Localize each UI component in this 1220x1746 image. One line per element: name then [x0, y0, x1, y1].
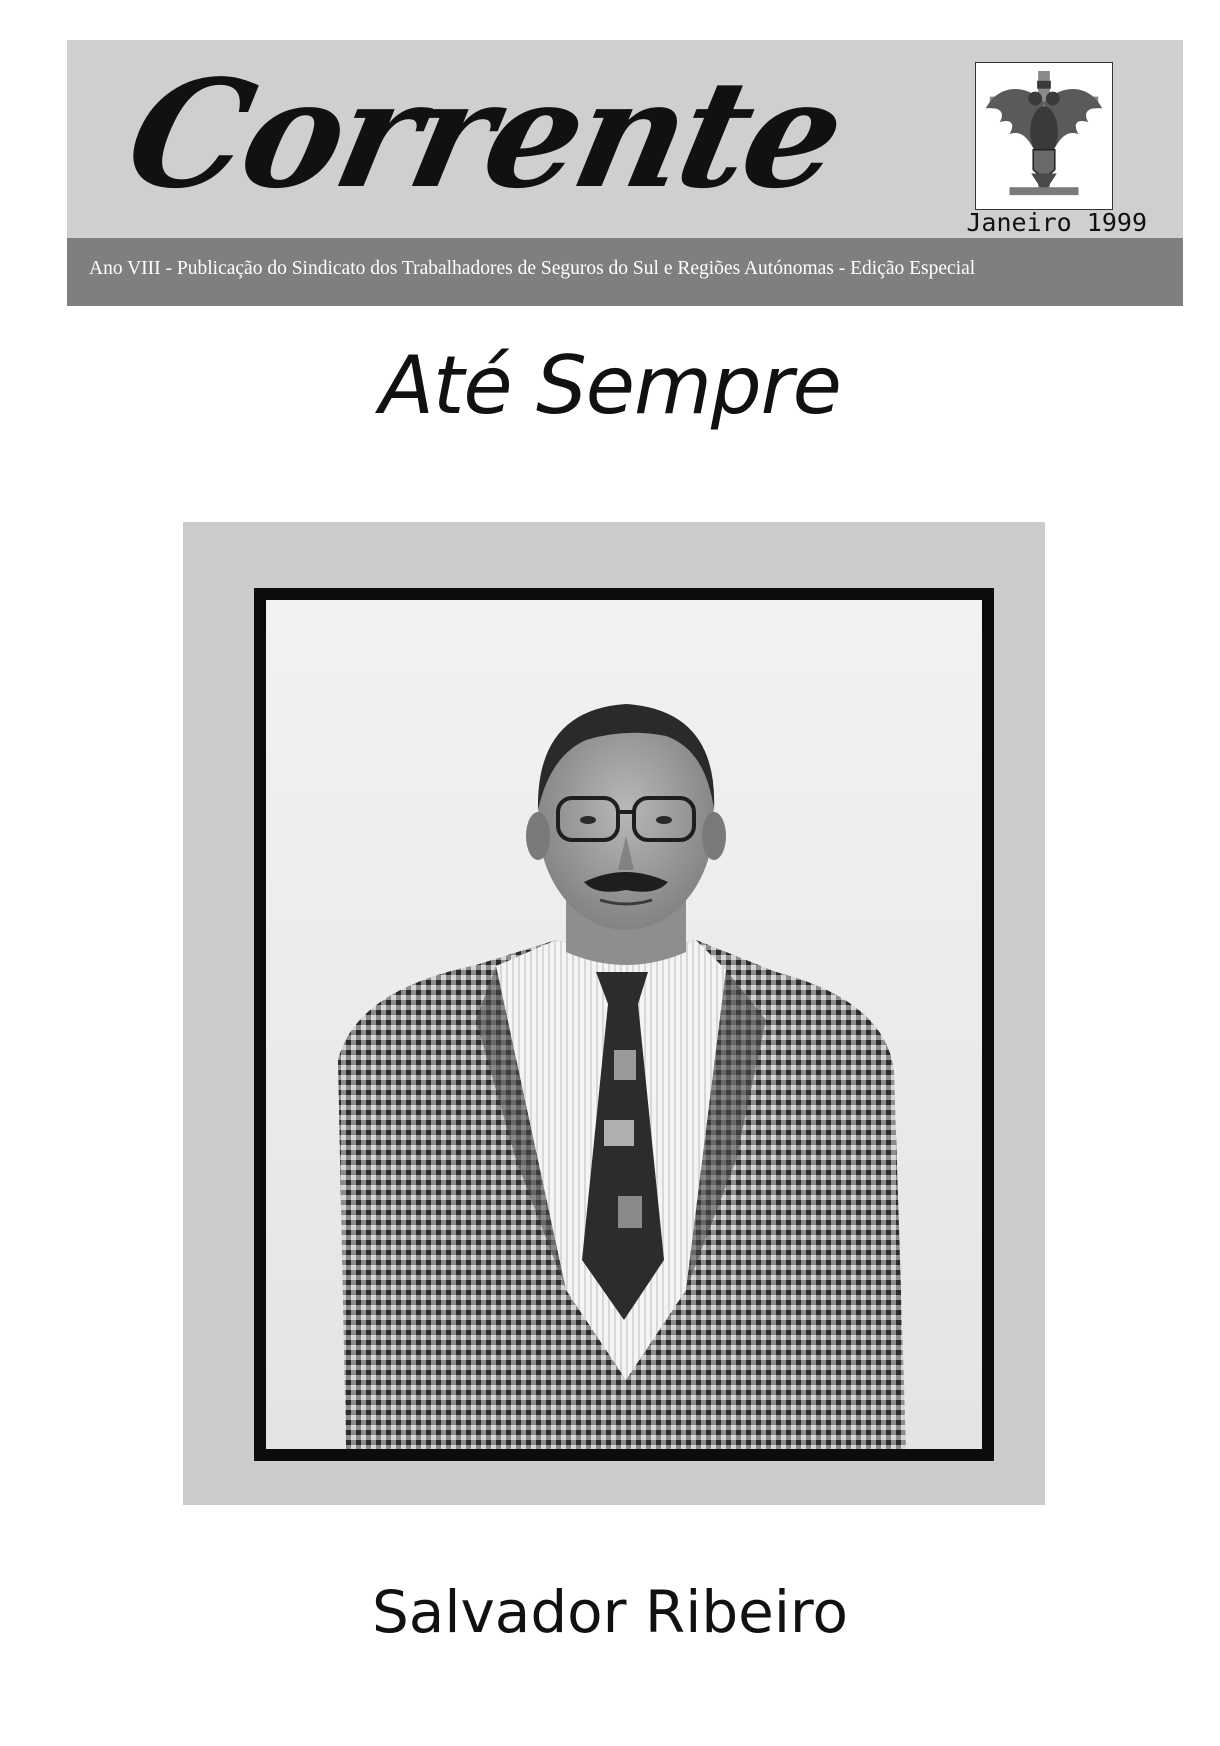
- person-name: Salvador Ribeiro: [371, 1578, 848, 1646]
- issue-date: Janeiro 1999: [966, 208, 1147, 237]
- portrait-photo: [254, 588, 994, 1461]
- newsletter-logo: Corrente: [113, 47, 856, 221]
- photo-mat: [183, 522, 1045, 1505]
- subtitle-bar: [67, 238, 1183, 306]
- masthead: [67, 40, 1183, 306]
- headline: Até Sempre: [379, 339, 841, 432]
- publication-subtitle: Ano VIII - Publicação do Sindicato dos Trabalhadores de Seguros do Sul e Regiões Autónomas - Edição Especial: [89, 258, 976, 279]
- eagle-crest-icon: [975, 62, 1113, 210]
